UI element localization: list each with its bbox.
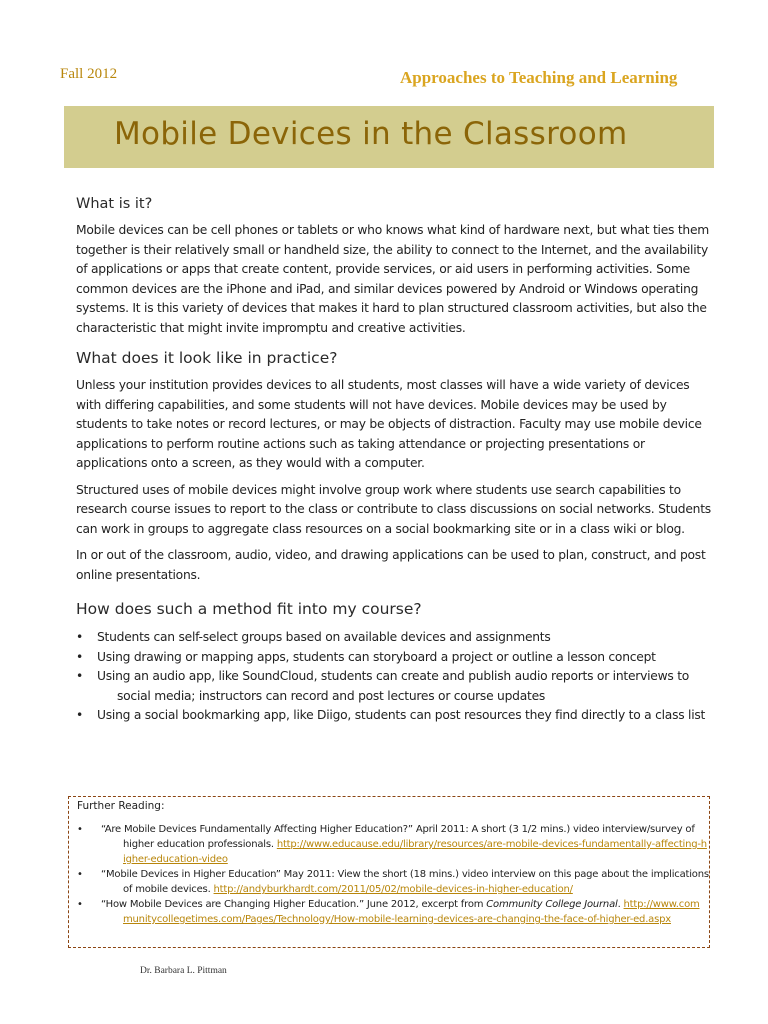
reading-item — [77, 897, 709, 927]
bullet-icon: • — [76, 630, 84, 644]
reading-item-text — [101, 867, 709, 897]
reading-description: “Mobile Devices in Higher Education” May 2011: View the short (18 mins.) video interview on this page about the implications of mobile devices. — [101, 869, 709, 895]
further-reading-box — [68, 796, 710, 948]
list-item-text: Using an audio app, like SoundCloud, students can create and publish audio reports or interviews to social media; instructors can record and post lectures or course updates — [97, 669, 690, 703]
paragraph: Unless your institution provides devices to all students, most classes will have a wide variety of devices with differing capabilities, and some students will not have devices. Mobile devices may be used by students to take notes or record lectures, or may be objects of distraction. Faculty may use mobile device applications to perform routine actions such as taking attendance or projecting presentations or applications onto a screen, as they would with a computer. — [76, 378, 702, 470]
list-item — [76, 648, 716, 668]
reading-description: “How Mobile Devices are Changing Higher Education.” June 2012, excerpt from — [101, 899, 484, 910]
reading-item-text: “How Mobile Devices are Changing Higher Education.” June 2012, excerpt from Community College Journal. http://www.communitycollegetimes.com/Pages/Technology/How-mobile-learning-devices-are-changing-the-face-of-higher-ed.aspx — [101, 899, 700, 925]
title-banner — [64, 106, 714, 168]
list-item — [76, 628, 716, 648]
reading-item — [77, 867, 709, 897]
list-item-text: Using drawing or mapping apps, students can storyboard a project or outline a lesson concept — [97, 649, 656, 664]
paragraph: In or out of the classroom, audio, video, and drawing applications can be used to plan, construct, and post online presentations. — [76, 548, 706, 582]
bullet-icon: • — [76, 708, 84, 722]
series-title: Approaches to Teaching and Learning — [400, 68, 678, 87]
course-fit-list — [76, 628, 716, 726]
reading-item — [77, 822, 709, 867]
reading-link-andyburkhardt[interactable]: http://andyburkhardt.com/2011/05/02/mobile-devices-in-higher-education/ — [213, 884, 573, 895]
reading-source: Community College Journal — [486, 899, 618, 910]
list-item — [76, 706, 716, 726]
reading-link-educause[interactable]: http://www.educause.edu/library/resources/are-mobile-devices-fundamentally-affecting-higher-education-video — [123, 839, 707, 865]
further-reading-list — [77, 822, 709, 927]
bullet-icon: • — [77, 869, 83, 880]
list-item-text: Students can self-select groups based on available devices and assignments — [97, 630, 551, 644]
bullet-icon: • — [76, 649, 84, 664]
list-item — [76, 667, 716, 706]
section-heading-what-is-it: What is it? — [76, 196, 153, 212]
page-title: Mobile Devices in the Classroom — [114, 116, 628, 152]
bullet-icon: • — [77, 899, 83, 910]
list-item-text: Using a social bookmarking app, like Diigo, students can post resources they find directly to a class list — [97, 708, 706, 722]
paragraph: Structured uses of mobile devices might involve group work where students use search capabilities to research course issues to report to the class or contribute to class discussions on social networks. Students can work in groups to aggregate class resources on a social bookmarking site or in a class wiki or blog. — [76, 482, 711, 536]
section-heading-practice: What does it look like in practice? — [76, 349, 338, 367]
section-heading-course-fit: How does such a method fit into my course? — [76, 600, 422, 618]
main-content — [76, 196, 716, 726]
reading-link-communitycollegetimes[interactable]: http://www.communitycollegetimes.com/Pages/Technology/How-mobile-learning-devices-are-changing-the-face-of-higher-ed.aspx — [123, 899, 700, 925]
bullet-icon: • — [76, 669, 84, 683]
bullet-icon: • — [77, 824, 83, 835]
further-reading-heading: Further Reading: — [77, 800, 165, 812]
paragraph: Mobile devices can be cell phones or tablets or who knows what kind of hardware next, but what ties them together is their relatively small or handheld size, the ability to connect to the Internet, and the availability of applications or apps that create content, provide services, or aid users in performing activities. Some common devices are the iPhone and iPad, and similar devices powered by Android or Windows operating systems. It is this variety of devices that makes it hard to plan structured classroom activities, but also the characteristic that might invite impromptu and creative activities. — [76, 223, 709, 335]
term-label: Fall 2012 — [60, 66, 118, 82]
reading-item-text — [101, 822, 709, 867]
author-footer: Dr. Barbara L. Pittman — [140, 966, 227, 976]
reading-description: “Are Mobile Devices Fundamentally Affecting Higher Education?” April 2011: A short (3 1/2 mins.) video interview/survey of higher education professionals. — [101, 824, 695, 850]
